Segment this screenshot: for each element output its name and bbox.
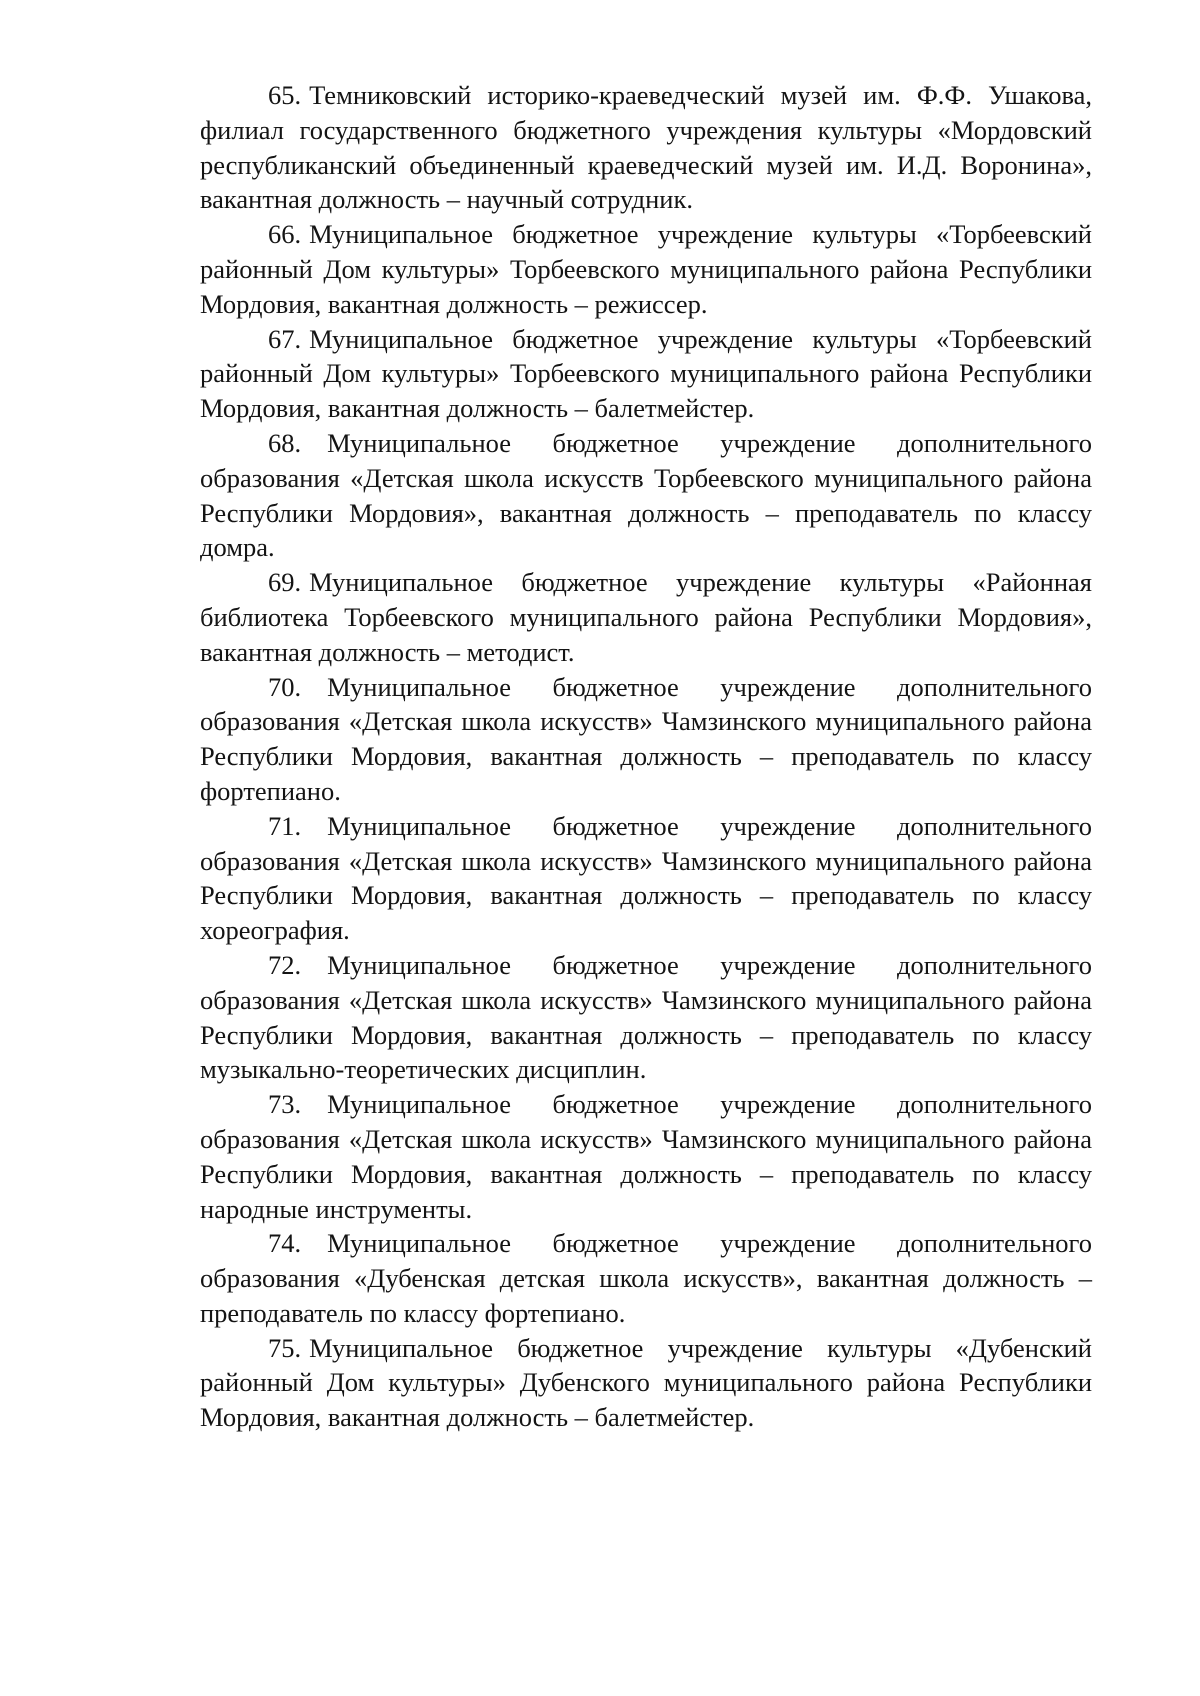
list-item-68	[200, 426, 1092, 565]
item-number: 74.	[268, 1228, 302, 1259]
item-text: Муниципальное бюджетное учреждение дополнительного образования «Детская школа искусств» Чамзинского муниципального района Республики Мордовия, вакантная должность – преподаватель по классу народные инструменты.	[200, 1089, 1092, 1224]
list-item-72	[200, 948, 1092, 1087]
item-number: 75.	[268, 1332, 302, 1363]
item-number: 66.	[268, 219, 302, 250]
item-number: 69.	[268, 567, 302, 598]
item-number: 72.	[268, 949, 302, 980]
item-text: Муниципальное бюджетное учреждение дополнительного образования «Детская школа искусств» Чамзинского муниципального района Республики Мордовия, вакантная должность – преподаватель по классу хореография.	[200, 810, 1092, 946]
list-item-71	[200, 809, 1092, 948]
item-text: Муниципальное бюджетное учреждение дополнительного образования «Детская школа искусств» Чамзинского муниципального района Республики Мордовия, вакантная должность – преподаватель по классу музыкально-теоретических дисциплин.	[200, 949, 1092, 1085]
item-number: 68.	[268, 427, 302, 458]
item-text: Муниципальное бюджетное учреждение дополнительного образования «Детская школа искусств» Чамзинского муниципального района Республики Мордовия, вакантная должность – преподаватель по классу фортепиано.	[200, 671, 1092, 806]
item-text: Муниципальное бюджетное учреждение культуры «Торбеевский районный Дом культуры» Торбеевского муниципального района Республики Мордовия, вакантная должность – балетмейстер.	[200, 323, 1092, 424]
item-number: 71.	[268, 810, 302, 841]
item-text: Муниципальное бюджетное учреждение культуры «Районная библиотека Торбеевского муниципального района Республики Мордовия», вакантная должность – методист.	[200, 567, 1092, 667]
item-text: Муниципальное бюджетное учреждение дополнительного образования «Дубенская детская школа искусств», вакантная должность – преподаватель по классу фортепиано.	[200, 1228, 1092, 1328]
list-item-67	[200, 322, 1092, 426]
item-number: 65.	[268, 80, 302, 110]
item-number: 73.	[268, 1089, 302, 1120]
list-item-73	[200, 1087, 1092, 1226]
item-number: 67.	[268, 323, 302, 354]
item-text: Муниципальное бюджетное учреждение культуры «Торбеевский районный Дом культуры» Торбеевского муниципального района Республики Мордовия, вакантная должность – режиссер.	[200, 219, 1092, 319]
list-item-75	[200, 1331, 1092, 1435]
list-item-70	[200, 670, 1092, 809]
document-page	[200, 78, 1092, 1435]
item-text: Темниковский историко-краеведческий музей им. Ф.Ф. Ушакова, филиал государственного бюджетного учреждения культуры «Мордовский республиканский объединенный краеведческий музей им. И.Д. Воронина», вакантная должность – научный сотрудник.	[200, 80, 1092, 215]
list-item-65	[200, 78, 1092, 217]
item-number: 70.	[268, 671, 302, 702]
list-item-66	[200, 217, 1092, 321]
list-item-74	[200, 1226, 1092, 1330]
list-item-69	[200, 565, 1092, 669]
item-text: Муниципальное бюджетное учреждение культуры «Дубенский районный Дом культуры» Дубенского муниципального района Республики Мордовия, вакантная должность – балетмейстер.	[200, 1332, 1092, 1433]
item-text: Муниципальное бюджетное учреждение дополнительного образования «Детская школа искусств Торбеевского муниципального района Республики Мордовия», вакантная должность – преподаватель по классу домра.	[200, 427, 1092, 563]
